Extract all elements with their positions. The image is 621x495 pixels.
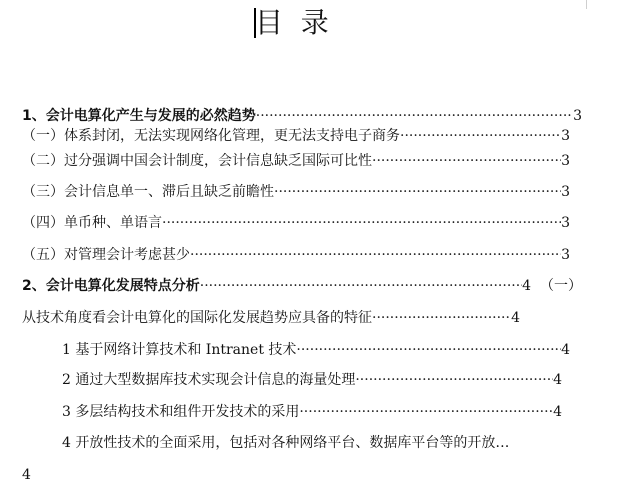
toc-entry[interactable]: [62, 434, 582, 452]
toc-entry-text: （三）会计信息单一、滞后且缺乏前瞻性: [22, 184, 274, 200]
toc-entry-text: 4 开放性技术的全面采用，包括对各种网络平台、数据库平台等的开放…: [62, 435, 510, 451]
toc-entry-page: 4: [522, 278, 532, 294]
leader-dots: [256, 107, 573, 125]
toc-entry[interactable]: [22, 214, 570, 232]
toc-entry-text: 3 多层结构技术和组件开发技术的采用: [62, 404, 300, 420]
toc-entry[interactable]: [22, 127, 570, 145]
toc-entry-page: 4: [553, 372, 562, 388]
toc-entry[interactable]: [22, 309, 520, 327]
toc-entry-text: 1、会计电算化产生与发展的必然趋势: [22, 108, 256, 124]
toc-entry-page: 4: [553, 404, 562, 420]
toc-entry-text: 从技术角度看会计电算化的国际化发展趋势应具备的特征: [22, 310, 372, 326]
toc-entry-page: 4: [561, 342, 570, 358]
leader-dots: [372, 152, 561, 170]
leader-dots: [372, 309, 511, 327]
toc-entry-page: 3: [573, 108, 582, 124]
toc-entry-page: 3: [561, 184, 570, 200]
toc-entry-text: 1 基于网络计算技术和 Intranet 技术: [62, 342, 297, 358]
leader-dots: [190, 246, 561, 264]
toc-entry[interactable]: [22, 107, 582, 125]
toc-entry-text: 2 通过大型数据库技术实现会计信息的海量处理: [62, 372, 356, 388]
toc-entry[interactable]: [22, 152, 570, 170]
toc-entry-text: 4: [22, 467, 31, 483]
toc-entry-page: 3: [561, 128, 570, 144]
leader-dots: [162, 214, 561, 232]
toc-entry-page: 3: [561, 153, 570, 169]
toc-entry[interactable]: [62, 341, 570, 359]
toc-entry-text: （二）过分强调中国会计制度，会计信息缺乏国际可比性: [22, 153, 372, 169]
toc-title: 目 录: [255, 6, 329, 39]
toc-entry-continuation: [22, 466, 62, 484]
toc-entry-text: （一）体系封闭，无法实现网络化管理，更无法支持电子商务: [22, 128, 400, 144]
leader-dots: [274, 183, 561, 201]
toc-entry[interactable]: [62, 371, 562, 389]
leader-dots: [355, 371, 553, 389]
toc-entry-page: 3: [561, 247, 570, 263]
toc-entry-text: （四）单币种、单语言: [22, 215, 162, 231]
toc-entry[interactable]: [22, 183, 570, 201]
page-corner-mark: [586, 0, 587, 9]
leader-dots: [400, 127, 561, 145]
toc-entry[interactable]: [22, 246, 570, 264]
toc-entry[interactable]: [62, 403, 562, 421]
toc-entry-text: 2、会计电算化发展特点分析: [22, 278, 200, 294]
toc-entry-tail: （一）: [531, 278, 582, 294]
toc-entry-page: 3: [561, 215, 570, 231]
toc-entry-page: 4: [511, 310, 520, 326]
leader-dots: [296, 341, 561, 359]
toc-entry-text: （五）对管理会计考虑甚少: [22, 247, 190, 263]
toc-entry[interactable]: [22, 277, 582, 295]
leader-dots: [299, 403, 553, 421]
leader-dots: [200, 277, 522, 295]
